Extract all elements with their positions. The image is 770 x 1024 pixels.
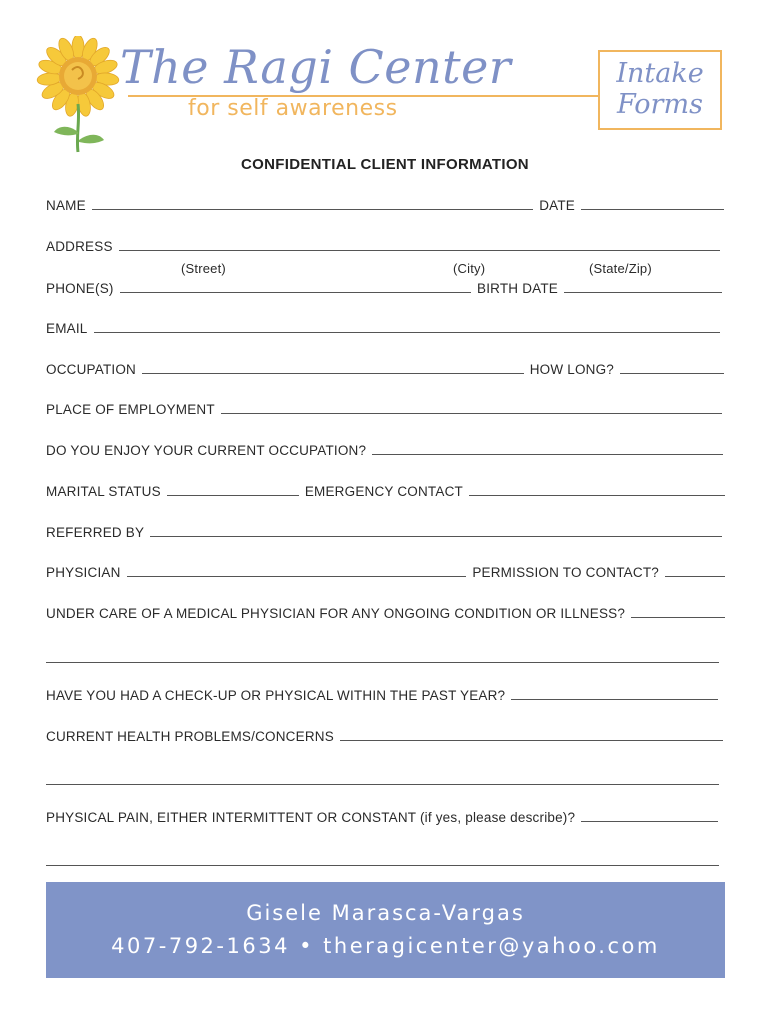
place-of-employment-label: PLACE OF EMPLOYMENT <box>46 402 215 417</box>
physical-pain-extra-line[interactable] <box>46 865 719 866</box>
occupation-field[interactable] <box>142 372 524 374</box>
row-referred-by <box>46 525 722 540</box>
form-title: CONFIDENTIAL CLIENT INFORMATION <box>241 156 529 173</box>
health-problems-label: CURRENT HEALTH PROBLEMS/CONCERNS <box>46 729 334 744</box>
footer-name: Gisele Marasca-Vargas <box>246 901 525 925</box>
marital-status-label: MARITAL STATUS <box>46 484 161 499</box>
row-checkup <box>46 688 718 703</box>
phones-label: PHONE(S) <box>46 281 114 296</box>
referred-by-label: REFERRED BY <box>46 525 145 540</box>
row-physician <box>46 565 725 580</box>
row-under-care <box>46 606 725 621</box>
name-label: NAME <box>46 198 86 213</box>
address-label: ADDRESS <box>46 239 113 254</box>
birth-date-field[interactable] <box>564 291 722 293</box>
physician-field[interactable] <box>127 575 467 577</box>
physician-label: PHYSICIAN <box>46 565 121 580</box>
how-long-label: HOW LONG? <box>529 362 614 377</box>
intake-forms-badge <box>598 50 722 130</box>
emergency-contact-field[interactable] <box>469 494 725 496</box>
badge-line-2: Forms <box>617 89 703 120</box>
row-health-problems <box>46 729 723 744</box>
header <box>0 0 770 160</box>
permission-to-contact-label: PERMISSION TO CONTACT? <box>472 565 659 580</box>
name-field[interactable] <box>92 208 533 210</box>
footer-contact-banner <box>46 882 725 978</box>
health-problems-field[interactable] <box>340 739 723 741</box>
checkup-field[interactable] <box>511 698 718 700</box>
address-field[interactable] <box>119 249 720 251</box>
city-sublabel: (City) <box>453 261 486 276</box>
enjoy-occupation-field[interactable] <box>372 453 723 455</box>
brand-tagline: for self awareness <box>188 96 398 121</box>
referred-by-field[interactable] <box>150 535 722 537</box>
permission-to-contact-field[interactable] <box>665 575 725 577</box>
under-care-extra-line[interactable] <box>46 662 719 663</box>
row-email <box>46 321 720 336</box>
sunflower-icon <box>36 36 120 154</box>
state-zip-sublabel: (State/Zip) <box>589 261 652 276</box>
row-phone-birthdate <box>46 281 722 296</box>
date-field[interactable] <box>581 208 724 210</box>
footer-contact: 407-792-1634 • theragicenter@yahoo.com <box>111 934 660 958</box>
street-sublabel: (Street) <box>181 261 226 276</box>
under-care-field[interactable] <box>631 616 725 618</box>
row-physical-pain <box>46 810 718 825</box>
row-employment <box>46 402 722 417</box>
physical-pain-field[interactable] <box>581 820 718 822</box>
place-of-employment-field[interactable] <box>221 412 722 414</box>
enjoy-occupation-label: DO YOU ENJOY YOUR CURRENT OCCUPATION? <box>46 443 367 458</box>
email-field[interactable] <box>94 331 720 333</box>
email-label: EMAIL <box>46 321 88 336</box>
row-name-date <box>46 198 724 213</box>
row-marital-emergency <box>46 484 725 499</box>
under-care-label: UNDER CARE OF A MEDICAL PHYSICIAN FOR ANY ONGOING CONDITION OR ILLNESS? <box>46 606 626 621</box>
row-occupation <box>46 362 724 377</box>
birth-date-label: BIRTH DATE <box>476 281 558 296</box>
checkup-label: HAVE YOU HAD A CHECK-UP OR PHYSICAL WITHIN THE PAST YEAR? <box>46 688 506 703</box>
row-address <box>46 239 720 254</box>
emergency-contact-label: EMERGENCY CONTACT <box>304 484 463 499</box>
marital-status-field[interactable] <box>167 494 299 496</box>
health-problems-extra-line[interactable] <box>46 784 719 785</box>
how-long-field[interactable] <box>620 372 724 374</box>
date-label: DATE <box>539 198 575 213</box>
badge-line-1: Intake <box>616 58 704 89</box>
phones-field[interactable] <box>120 291 471 293</box>
row-enjoy-occupation <box>46 443 723 458</box>
brand-title: The Ragi Center <box>120 40 512 94</box>
physical-pain-label: PHYSICAL PAIN, EITHER INTERMITTENT OR CONSTANT (if yes, please describe)? <box>46 810 576 825</box>
occupation-label: OCCUPATION <box>46 362 137 377</box>
